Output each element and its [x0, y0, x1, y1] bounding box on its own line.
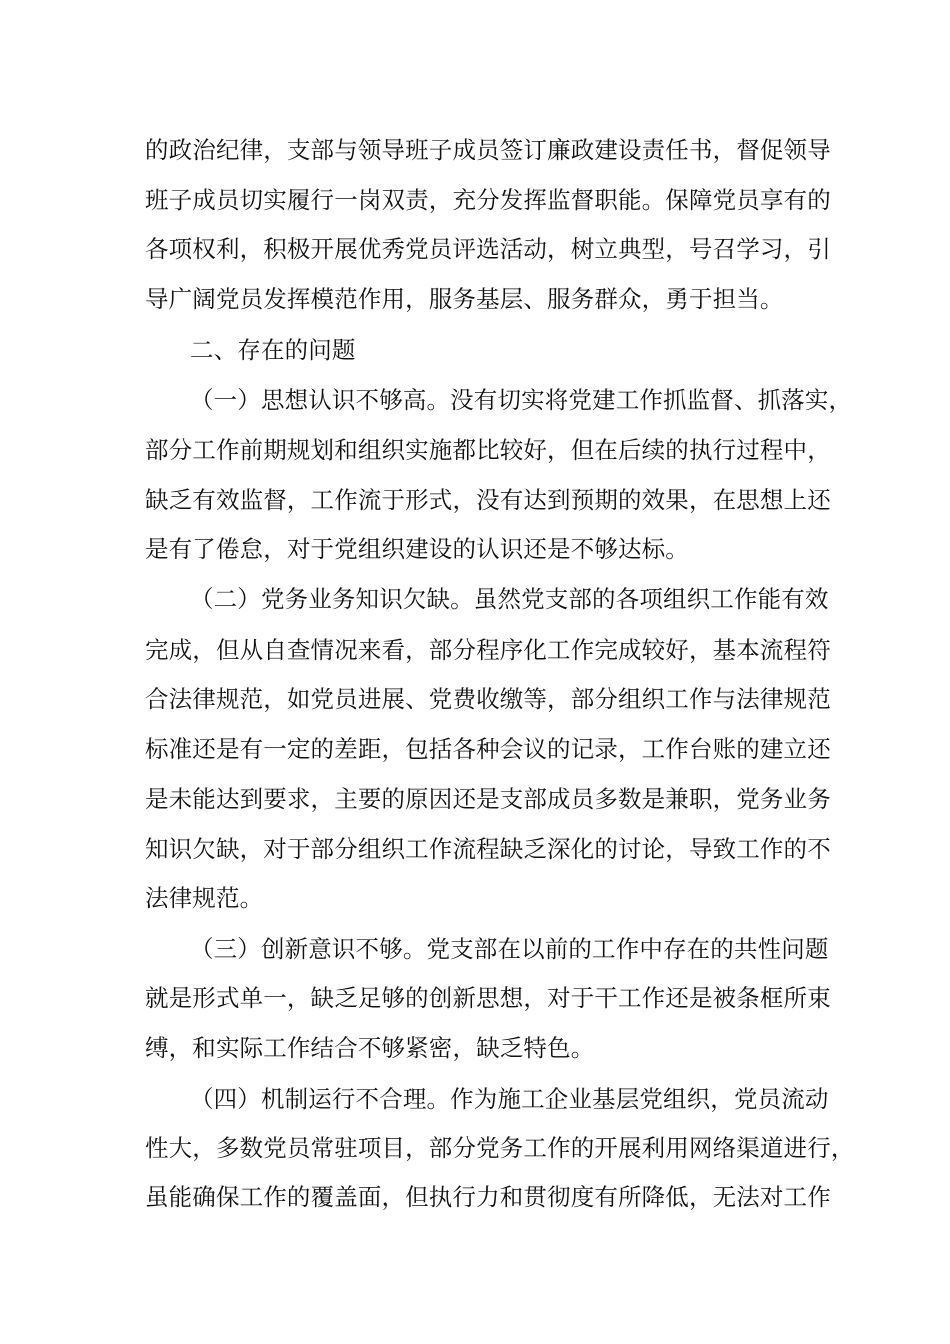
paragraph-start: （四）机制运行不合理。作为施工企业基层党组织，党员流动 — [190, 1085, 829, 1113]
text-line: 是有了倦怠，对于党组织建设的认识还是不够达标。 — [145, 535, 689, 563]
text-line: 完成，但从自查情况来看，部分程序化工作完成较好，基本流程符 — [145, 636, 831, 664]
text-line: 班子成员切实履行一岗双责，充分发挥监督职能。保障党员享有的 — [145, 186, 831, 214]
paragraph-start: （二）党务业务知识欠缺。虽然党支部的各项组织工作能有效 — [190, 585, 829, 613]
text-line: 合法律规范，如党员进展、党费收缴等，部分组织工作与法律规范 — [145, 685, 831, 713]
text-line: 是未能达到要求，主要的原因还是支部成员多数是兼职，党务业务 — [145, 785, 831, 813]
text-line: 知识欠缺，对于部分组织工作流程缺乏深化的讨论，导致工作的不 — [145, 835, 831, 863]
text-line: 缚，和实际工作结合不够紧密，缺乏特色。 — [145, 1034, 595, 1062]
text-line: 导广阔党员发挥模范作用，服务基层、服务群众，勇于担当。 — [145, 285, 784, 313]
text-line: 缺乏有效监督，工作流于形式，没有达到预期的效果，在思想上还 — [145, 486, 831, 514]
text-line: 法律规范。 — [145, 884, 264, 912]
text-line: 的政治纪律，支部与领导班子成员签订廉政建设责任书，督促领导 — [145, 136, 831, 164]
text-line: 标准还是有一定的差距，包括各种会议的记录，工作台账的建立还 — [145, 735, 831, 763]
text-line: 各项权利，积极开展优秀党员评选活动，树立典型，号召学习，引 — [145, 235, 831, 263]
paragraph-start: （三）创新意识不够。党支部在以前的工作中存在的共性问题 — [190, 935, 829, 963]
text-line: 部分工作前期规划和组织实施都比较好，但在后续的执行过程中， — [145, 436, 831, 464]
text-line: 就是形式单一，缺乏足够的创新思想，对于干工作还是被条框所束 — [145, 984, 831, 1012]
paragraph-start: （一）思想认识不够高。没有切实将党建工作抓监督、抓落实， — [190, 386, 853, 414]
section-heading: 二、存在的问题 — [190, 336, 356, 364]
text-line: 性大，多数党员常驻项目，部分党务工作的开展利用网络渠道进行， — [145, 1134, 855, 1162]
text-line: 虽能确保工作的覆盖面，但执行力和贯彻度有所降低，无法对工作 — [145, 1183, 831, 1211]
